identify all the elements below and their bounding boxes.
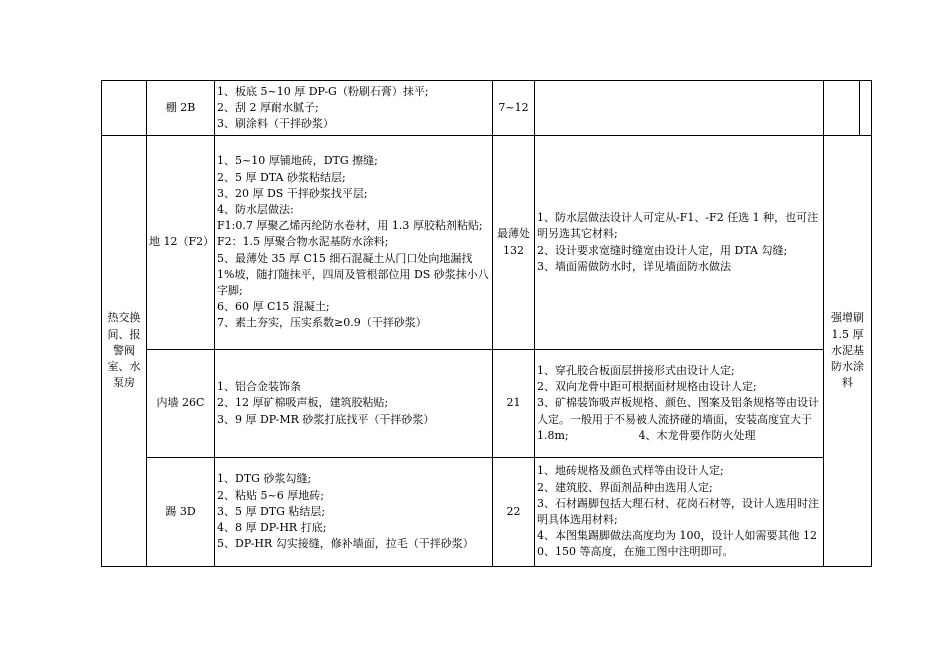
note-line: 2、双向龙骨中距可根据面材规格由设计人定;: [537, 380, 757, 394]
steps-cell: [215, 350, 493, 458]
step-line: 4、8 厚 DP-HR 打底;: [217, 521, 327, 535]
thickness-cell: 7~12: [493, 81, 535, 136]
thickness-cell: 21: [493, 350, 535, 458]
step-line: F1:0.7 厚聚乙烯丙纶防水卷材，用 1.3 厚胶粘剂粘贴;: [217, 219, 483, 233]
step-line: 4、防水层做法:: [217, 202, 294, 216]
step-line: 2、刮 2 厚耐水腻子;: [217, 100, 319, 114]
note-line: 3、矿棉装饰吸声板规格、颜色、图案及铝条规格等由设计人定。一般用于不易被人流挤碰的墙面，安装高度宜大于 1.8m; 4、木龙骨要作防火处理: [537, 396, 819, 442]
extra-label: 强增刷 1.5 厚 水泥基 防水涂 料: [831, 311, 864, 390]
step-line: 3、20 厚 DS 干拌砂浆找平层;: [217, 186, 368, 200]
table-row: [102, 350, 872, 458]
step-line: 3、刷涂料（干拌砂浆）: [217, 117, 334, 131]
steps-cell: [215, 136, 493, 350]
note-line: 1、防水层做法设计人可定从-F1、-F2 任选 1 种，也可注明另选其它材料;: [537, 211, 819, 241]
step-line: 1、5~10 厚铺地砖，DTG 擦缝;: [217, 154, 378, 168]
step-line: F2：1.5 厚聚合物水泥基防水涂料;: [217, 235, 389, 249]
step-line: 1、DTG 砂浆勾缝;: [217, 472, 312, 486]
code-cell: 内墙 26C: [147, 350, 215, 458]
note-line: 2、设计要求宽缝时缝宽由设计人定，用 DTA 勾缝;: [537, 243, 788, 257]
table-row: [102, 458, 872, 567]
extra-cell: [824, 81, 860, 136]
note-line: 1、地砖规格及颜色式样等由设计人定;: [537, 464, 724, 478]
room-cell-empty: [102, 81, 147, 136]
edge-cell: [860, 81, 872, 136]
step-line: 7、素土夯实，压实系数≥0.9（干拌砂浆）: [217, 316, 427, 330]
step-line: 2、5 厚 DTA 砂浆粘结层;: [217, 170, 346, 184]
step-line: 2、粘贴 5~6 厚地砖;: [217, 488, 324, 502]
code-cell: 踢 3D: [147, 458, 215, 567]
step-line: 6、60 厚 C15 混凝土;: [217, 300, 330, 314]
notes-cell: [535, 136, 824, 350]
thickness-cell: [493, 136, 535, 350]
table-row: [102, 81, 872, 136]
thickness-cell: 22: [493, 458, 535, 567]
notes-cell: [535, 458, 824, 567]
code-cell: 棚 2B: [147, 81, 215, 136]
step-line: 1、板底 5~10 厚 DP-G（粉刷石膏）抹平;: [217, 84, 429, 98]
note-line: 1、穿孔胶合板面层拼接形式由设计人定;: [537, 363, 735, 377]
notes-cell: [535, 81, 824, 136]
room-cell: [102, 136, 147, 567]
step-line: 5、DP-HR 勾实接缝，修补墙面，拉毛（干拌砂浆）: [217, 537, 474, 551]
code-cell: 地 12（F2）: [147, 136, 215, 350]
step-line: 5、最薄处 35 厚 C15 细石混凝土从门口处向地漏找 1%坡，随打随抹平，四周及管根部位用 DS 砂浆抹小八字脚;: [217, 251, 489, 297]
room-label: 热交换 间、报 警阀 室、水 泵房: [107, 311, 141, 390]
table-row: [102, 136, 872, 350]
step-line: 3、9 厚 DP-MR 砂浆打底找平（干拌砂浆）: [217, 412, 435, 426]
construction-spec-table: [101, 80, 872, 567]
note-line: 4、本图集踢脚做法高度均为 100，设计人如需要其他 120、150 等高度，在施工图中注明即可。: [537, 529, 817, 559]
notes-cell: [535, 350, 824, 458]
note-line: 3、墙面需做防水时，详见墙面防水做法: [537, 259, 731, 273]
extra-cell: [824, 136, 872, 567]
steps-cell: [215, 81, 493, 136]
step-line: 2、12 厚矿棉吸声板，建筑胶粘贴;: [217, 396, 389, 410]
step-line: 3、5 厚 DTG 粘结层;: [217, 504, 326, 518]
note-line: 3、石材踢脚包括大理石材、花岗石材等，设计人选用时注明具体选用材料;: [537, 496, 819, 526]
thickness-label: 最薄处 132: [497, 227, 530, 257]
steps-cell: [215, 458, 493, 567]
note-line: 2、建筑胶、界面剂品种由选用人定;: [537, 480, 713, 494]
step-line: 1、铝合金装饰条: [217, 380, 301, 394]
